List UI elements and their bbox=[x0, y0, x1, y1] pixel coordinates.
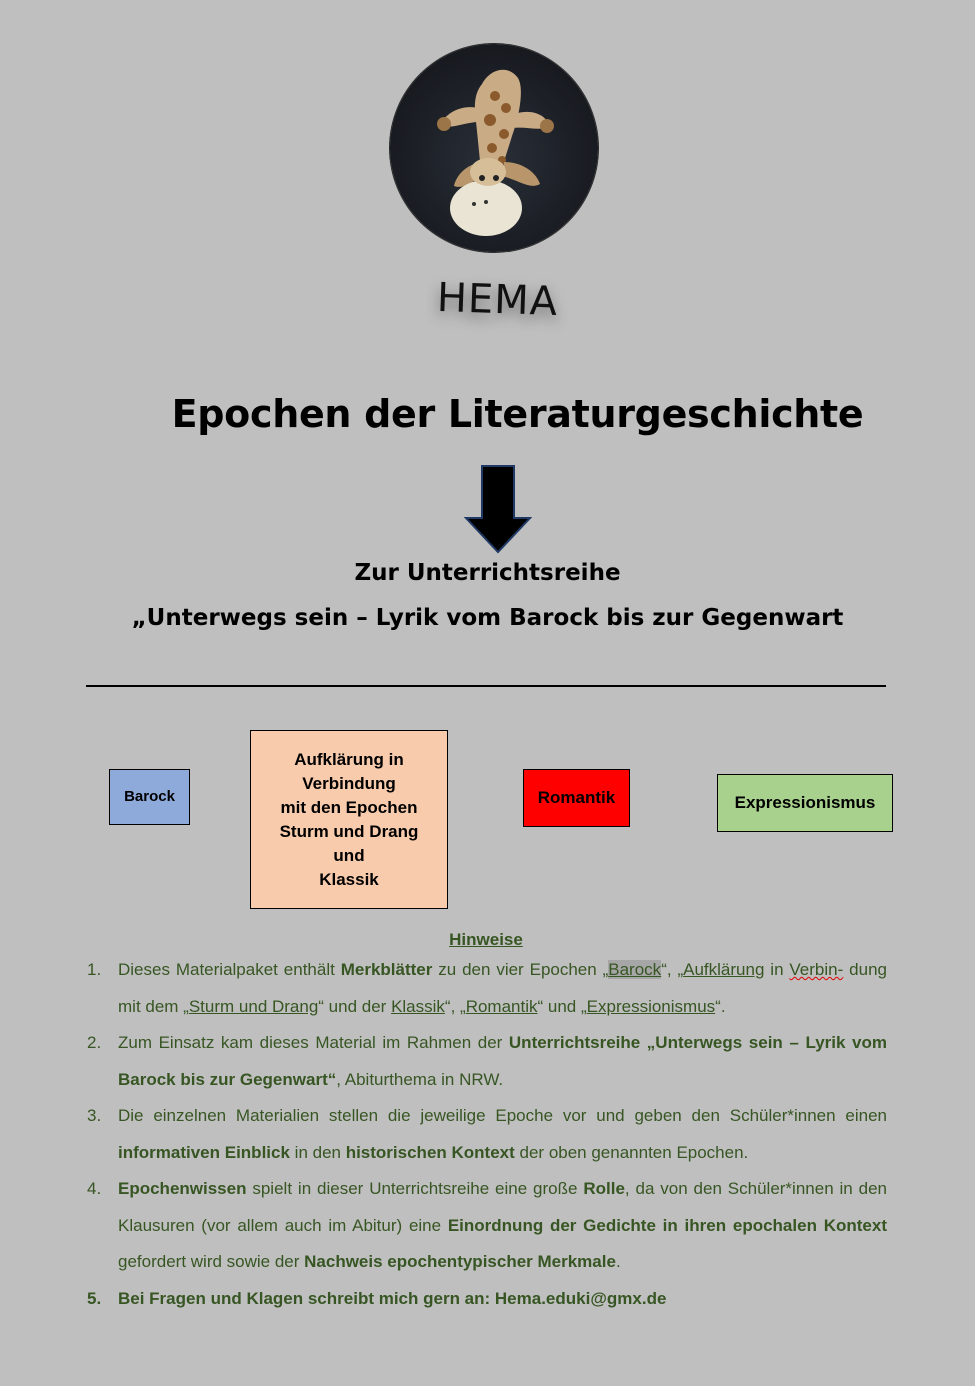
link-expressionismus[interactable]: Expressionismus bbox=[586, 996, 716, 1016]
list-number: 1. bbox=[87, 960, 102, 979]
list-item-text: Die einzelnen Materialien stellen die jeweilige Epoche vor und geben den Schüler*innen einen informativen Einblick in den historischen Kontext der oben genannten Epochen. bbox=[118, 1106, 887, 1162]
list-number: 3. bbox=[87, 1106, 102, 1125]
list-item-text: Dieses Materialpaket enthält Merkblätter zu den vier Epochen „Barock“, „Aufklärung in Verbin- dung mit dem „Sturm und Drang“ und der Klassik“, „Romantik“ und „Expressionismus“. bbox=[118, 960, 887, 1016]
subtitle-line-1: Zur Unterrichtsreihe bbox=[354, 560, 621, 586]
epoch-box-expressionismus: Expressionismus bbox=[717, 774, 893, 832]
list-item-text: Zum Einsatz kam dieses Material im Rahmen der Unterrichtsreihe „Unterwegs sein – Lyrik vom Barock bis zur Gegenwart“, Abiturthema in NRW. bbox=[118, 1033, 887, 1089]
list-number: 4. bbox=[87, 1179, 102, 1198]
list-item bbox=[87, 1098, 887, 1171]
list-item bbox=[87, 952, 887, 1025]
horizontal-divider bbox=[86, 685, 886, 687]
arrow-down-icon bbox=[462, 464, 534, 556]
hinweise-heading: Hinweise bbox=[449, 930, 523, 949]
list-number: 5. bbox=[87, 1288, 102, 1308]
page-title: Epochen der Literaturgeschichte bbox=[171, 392, 864, 436]
list-number: 2. bbox=[87, 1033, 102, 1052]
epoch-box-barock: Barock bbox=[109, 769, 190, 825]
link-aufklaerung[interactable]: Aufklärung bbox=[683, 960, 765, 979]
link-romantik[interactable]: Romantik bbox=[465, 996, 538, 1016]
list-item bbox=[87, 1281, 887, 1318]
link-barock[interactable]: Barock bbox=[608, 960, 662, 979]
epoch-box-romantik: Romantik bbox=[523, 769, 630, 827]
link-klassik[interactable]: Klassik bbox=[391, 996, 445, 1016]
plush-giraffe-icon bbox=[390, 44, 598, 252]
contact-email-text: Bei Fragen und Klagen schreibt mich gern an: Hema.eduki@gmx.de bbox=[118, 1288, 667, 1308]
link-sturm-und-drang[interactable]: Sturm und Drang bbox=[188, 996, 319, 1016]
hinweise-list bbox=[87, 952, 887, 1317]
epoch-box-aufklaerung: Aufklärung in Verbindung mit den Epochen Sturm und Drang und Klassik bbox=[250, 730, 448, 909]
list-item bbox=[87, 1025, 887, 1098]
logo-image bbox=[390, 44, 598, 252]
subtitle-line-2: „Unterwegs sein – Lyrik vom Barock bis zur Gegenwart bbox=[131, 605, 844, 631]
logo-text: HEMA bbox=[436, 274, 559, 326]
list-item bbox=[87, 1171, 887, 1281]
list-item-text: Epochenwissen spielt in dieser Unterrichtsreihe eine große Rolle, da von den Schüler*innen in den Klausuren (vor allem auch im Abitur) eine Einordnung der Gedichte in ihren epochalen Kontext gefordert wird sowie der Nachweis epochentypischer Merkmale. bbox=[118, 1179, 887, 1271]
